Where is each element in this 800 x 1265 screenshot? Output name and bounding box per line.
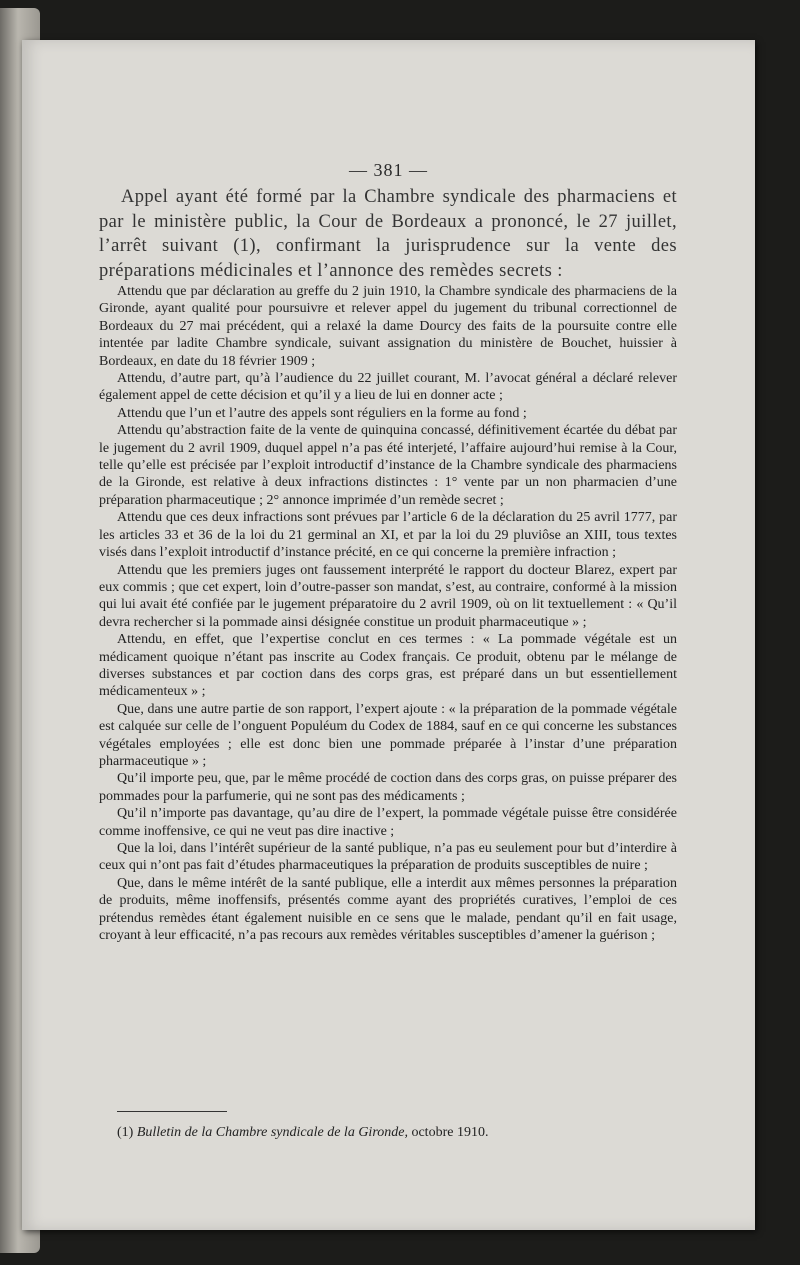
paragraph: Attendu que les premiers juges ont faussement interprété le rapport du docteur Blarez, expert par eux commis ; que cet expert, loin d’outre-passer son mandat, s’est, au contraire, conformé à la mission qui lui avait été confiée par le jugement préparatoire du 2 avril 1909, où on lit textuellement : « Qu’il devra rechercher si la pommade ainsi désignée constitue un produit pharmaceutique » ;	[99, 562, 677, 630]
footnote-marker: (1)	[117, 1125, 134, 1140]
paragraph: Attendu, d’autre part, qu’à l’audience du 22 juillet courant, M. l’avocat général a déclaré relever également appel de cette décision et qu’il y a lieu de lui en donner acte ;	[99, 371, 677, 404]
paragraph: Attendu, en effet, que l’expertise conclut en ces termes : « La pommade végétale est un médicament quoique n’étant pas inscrite au Codex français. Ce produit, obtenu par le mélange de diverses substances et par coction dans des corps gras, est préparé dans un but essentiellement médicamenteux » ;	[99, 632, 677, 700]
footnote-source: Bulletin de la Chambre syndicale de la Gironde,	[136, 1125, 408, 1140]
document-page	[22, 40, 755, 1230]
page-number: — 381 —	[349, 160, 428, 180]
intro-paragraph: Appel ayant été formé par la Chambre syndicale des pharmaciens et par le ministère public, la Cour de Bordeaux a prononcé, le 27 juillet, l’arrêt suivant (1), confirmant la jurisprudence sur la vente des préparations médicinales et l’annonce des remèdes secrets :	[99, 187, 677, 281]
judgment-text	[99, 283, 677, 944]
paragraph: Attendu que l’un et l’autre des appels sont réguliers en la forme au fond ;	[117, 405, 527, 421]
paragraph: Attendu que ces deux infractions sont prévues par l’article 6 de la déclaration du 25 avril 1777, par les articles 33 et 36 de la loi du 21 germinal an XI, et par la loi du 29 pluviôse an XIII, tous textes visés dans l’exploit introductif d’instance précité, en ce qui concerne la première infraction ;	[99, 510, 677, 561]
paragraph: Que, dans une autre partie de son rapport, l’expert ajoute : « la préparation de la pommade végétale est calquée sur celle de l’onguent Populéum du Codex de 1884, sauf en ce qui concerne les substances végétales employées ; elle est donc bien une pommade préparée à l’instar d’une préparation pharmaceutique » ;	[99, 701, 677, 769]
paragraph: Que, dans le même intérêt de la santé publique, elle a interdit aux mêmes personnes la préparation de produits, même inoffensifs, présentés comme ayant des propriétés curatives, l’emploi de ces prétendus remèdes étant également nuisible en ce sens que le malade, pendant qu’il en fait usage, croyant à leur efficacité, n’a pas recours aux remèdes véritables susceptibles d’amener la guérison ;	[99, 875, 677, 944]
footnote-divider	[117, 1111, 227, 1112]
footnote-date: octobre 1910.	[411, 1125, 489, 1140]
paragraph: Qu’il n’importe pas davantage, qu’au dire de l’expert, la pommade végétale puisse être considérée comme inoffensive, ce qui ne veut pas dire inactive ;	[99, 806, 677, 839]
paragraph: Attendu qu’abstraction faite de la vente de quinquina concassé, définitivement écartée du débat par le jugement du 2 avril 1909, duquel appel n’a pas été interjeté, l’affaire aujourd’hui remise à la Cour, telle qu’elle est précisée par l’exploit introductif d’instance de la Chambre syndicale des pharmaciens de la Gironde, est relative à deux infractions distinctes : 1° vente par un non pharmacien d’une préparation pharmaceutique ; 2° annonce imprimée d’un remède secret ;	[99, 423, 677, 508]
paragraph: Qu’il importe peu, que, par le même procédé de coction dans des corps gras, on puisse préparer des pommades pour la parfumerie, qui ne sont pas des médicaments ;	[99, 771, 677, 804]
footnote	[117, 1124, 677, 1142]
paragraph: Attendu que par déclaration au greffe du 2 juin 1910, la Chambre syndicale des pharmaciens de la Gironde, ayant qualité pour poursuivre et relever appel du jugement du tribunal correctionnel de Bordeaux du 27 mai précédent, qui a relaxé la dame Dourcy des faits de la poursuite contre elle intentée par ladite Chambre syndicale, suivant assignation du ministère de Bouchet, huissier à Bordeaux, en date du 18 février 1909 ;	[99, 284, 677, 369]
paragraph: Que la loi, dans l’intérêt supérieur de la santé publique, n’a pas eu seulement pour but d’interdire à ceux qui n’ont pas fait d’études pharmaceutiques la préparation de produits susceptibles de nuire ;	[99, 841, 677, 874]
